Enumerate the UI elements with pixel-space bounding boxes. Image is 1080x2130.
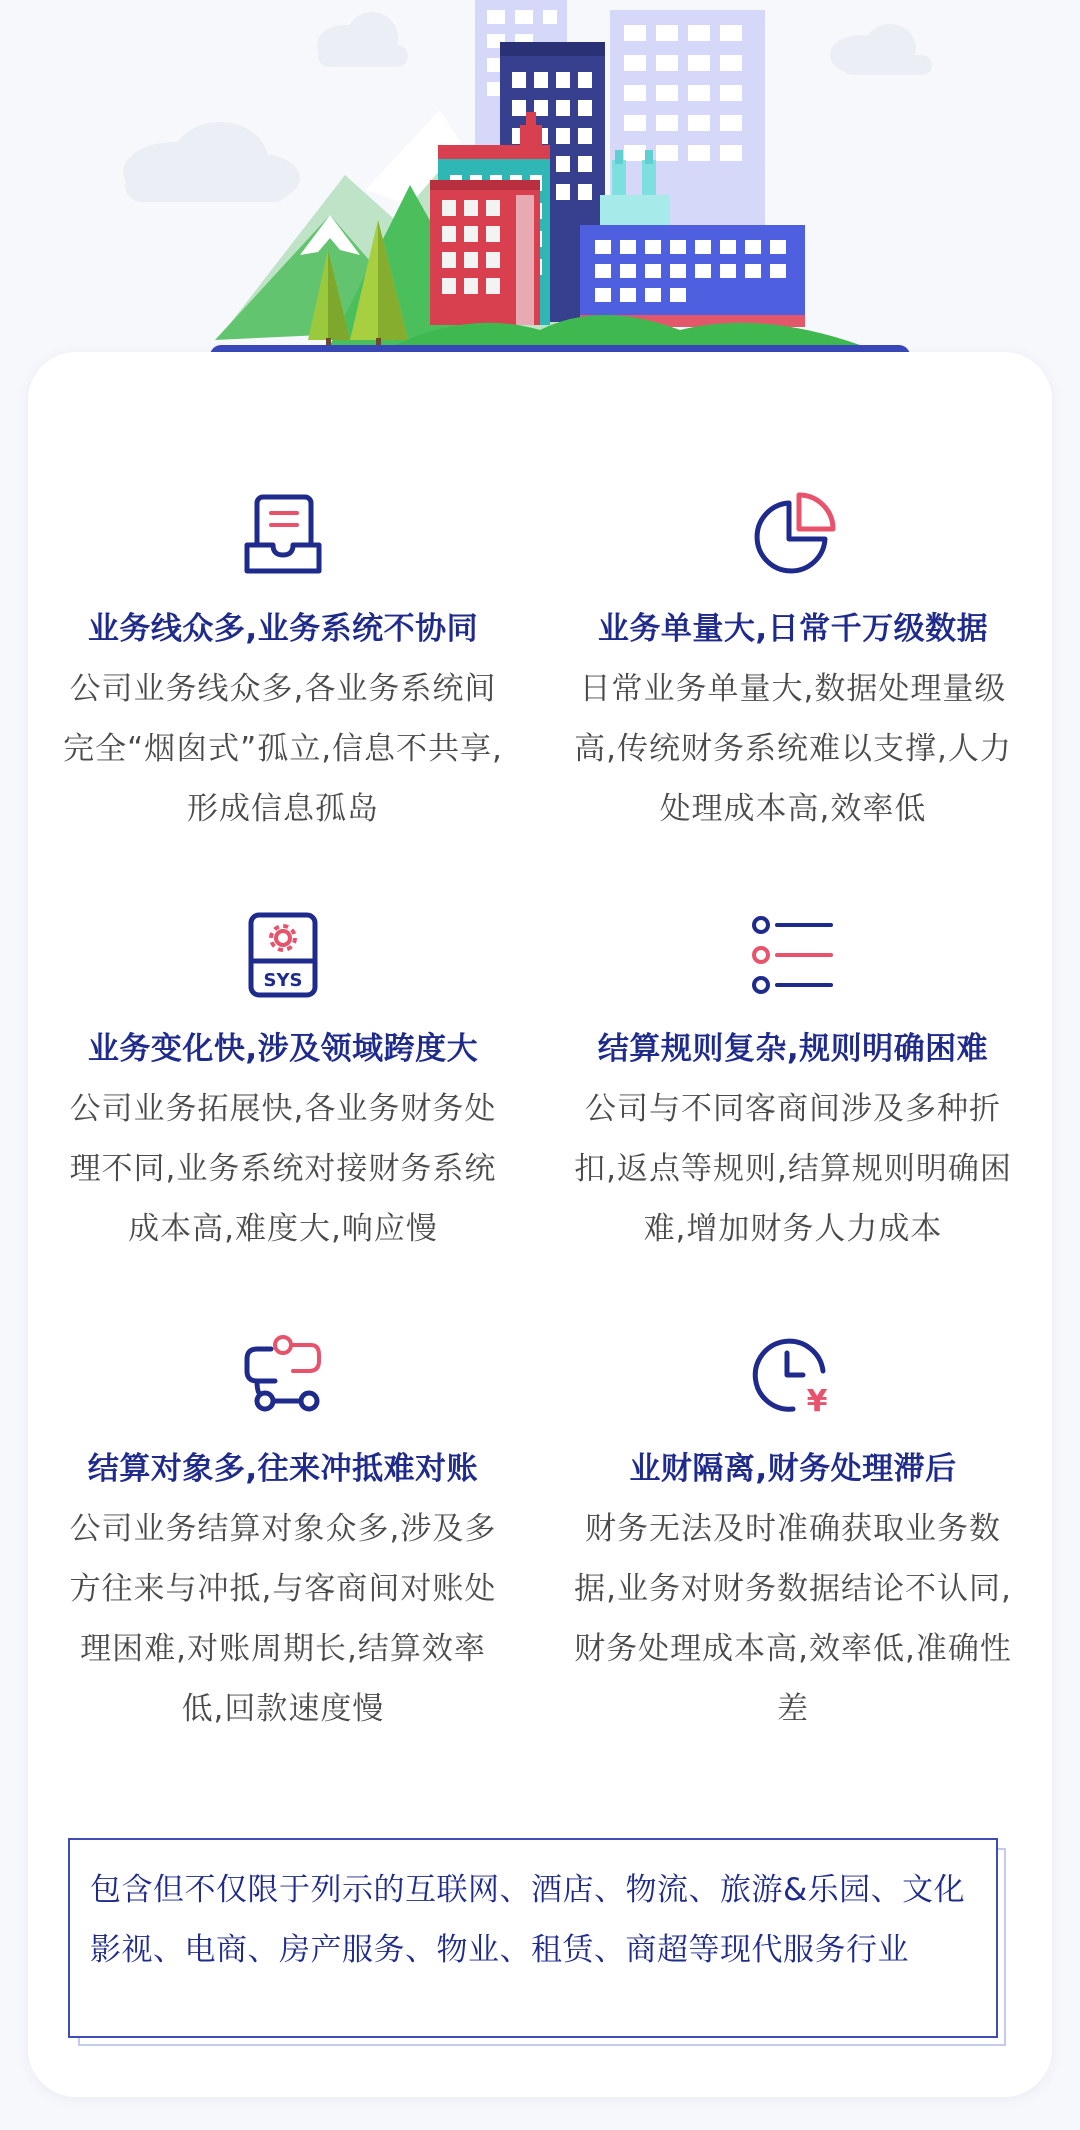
route-flow-icon bbox=[235, 1327, 331, 1423]
item-title: 业务变化快,涉及领域跨度大 bbox=[87, 1031, 479, 1067]
item-business-lines bbox=[33, 487, 533, 839]
item-settlement-rules bbox=[543, 907, 1043, 1259]
document-tray-icon bbox=[235, 487, 331, 583]
item-description: 公司业务线众多,各业务系统间完全“烟囱式”孤立,信息不共享,形成信息孤岛 bbox=[63, 671, 503, 827]
item-title: 业财隔离,财务处理滞后 bbox=[629, 1451, 957, 1487]
item-title: 业务线众多,业务系统不协同 bbox=[87, 611, 479, 647]
cloud-top bbox=[317, 12, 408, 67]
item-title: 结算对象多,往来冲抵难对账 bbox=[87, 1451, 479, 1487]
cloud-left bbox=[123, 122, 300, 202]
industry-note-box bbox=[68, 1838, 998, 2038]
sys-label: SYS bbox=[263, 970, 303, 991]
item-description: 公司业务结算对象众多,涉及多方往来与冲抵,与客商间对账处理困难,对账周期长,结算效率低,回款速度慢 bbox=[69, 1511, 497, 1727]
item-description: 财务无法及时准确获取业务数据,业务对财务数据结论不认同,财务处理成本高,效率低,准确性差 bbox=[574, 1511, 1012, 1727]
item-order-volume bbox=[543, 487, 1043, 839]
item-description: 公司业务拓展快,各业务财务处理不同,业务系统对接财务系统成本高,难度大,响应慢 bbox=[69, 1091, 497, 1247]
item-business-change bbox=[33, 907, 533, 1259]
yen-symbol: ¥ bbox=[806, 1384, 828, 1419]
clock-yen-icon bbox=[745, 1327, 841, 1423]
sys-settings-icon bbox=[235, 907, 331, 1003]
item-settlement-objects bbox=[33, 1327, 533, 1739]
item-description: 公司与不同客商间涉及多种折扣,返点等规则,结算规则明确困难,增加财务人力成本 bbox=[574, 1091, 1012, 1247]
item-title: 业务单量大,日常千万级数据 bbox=[597, 611, 989, 647]
item-title: 结算规则复杂,规则明确困难 bbox=[597, 1031, 989, 1067]
list-icon bbox=[745, 907, 841, 1003]
item-description: 日常业务单量大,数据处理量级高,传统财务系统难以支撑,人力处理成本高,效率低 bbox=[574, 671, 1012, 827]
content-card bbox=[28, 352, 1052, 2097]
item-business-finance bbox=[543, 1327, 1043, 1739]
industry-note-text: 包含但不仅限于列示的互联网、酒店、物流、旅游&乐园、文化影视、电商、房产服务、物业、租赁、商超等现代服务行业 bbox=[90, 1872, 966, 1968]
pie-chart-icon bbox=[745, 487, 841, 583]
cloud-right bbox=[830, 24, 932, 75]
